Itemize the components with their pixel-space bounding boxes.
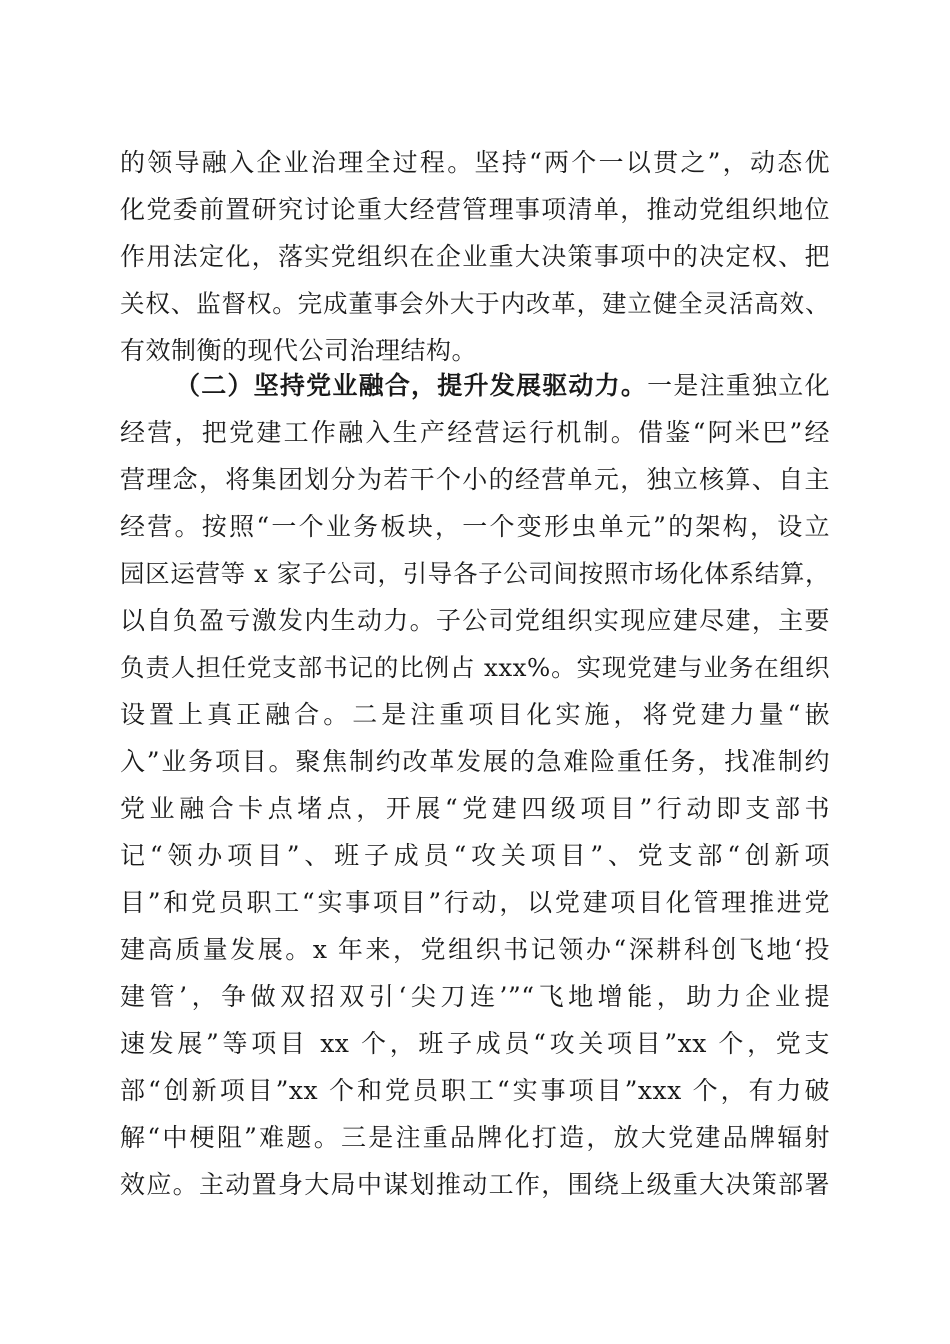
paragraph-1-line: 的领导融入企业治理全过程。坚持“两个一以贯之”，动态优	[120, 148, 830, 177]
paragraph-2-line: 部“创新项目”xx 个和党员职工“实事项目”xxx 个，有力破	[120, 1076, 830, 1105]
paragraph-2-line: 园区运营等 x 家子公司，引导各子公司间按照市场化体系结算，	[120, 559, 830, 588]
paragraph-2-line: 入”业务项目。聚焦制约改革发展的急难险重任务，找准制约	[120, 747, 830, 776]
paragraph-2-line: 目”和党员职工“实事项目”行动，以党建项目化管理推进党	[120, 888, 830, 917]
paragraph-2-line: 营理念，将集团划分为若干个小的经营单元，独立核算、自主	[120, 465, 830, 494]
paragraph-1-line: 有效制衡的现代公司治理结构。	[120, 336, 478, 365]
paragraph-2-line: 经营，把党建工作融入生产经营运行机制。借鉴“阿米巴”经	[120, 418, 830, 447]
paragraph-2-first-line-text: 一是注重独立化	[647, 371, 830, 400]
paragraph-1	[120, 139, 830, 374]
paragraph-2-line: 负责人担任党支部书记的比例占 xxx%。实现党建与业务在组织	[120, 653, 830, 682]
paragraph-2-line: 效应。主动置身大局中谋划推动工作，围绕上级重大决策部署	[120, 1170, 830, 1199]
section-heading: （二）坚持党业融合，提升发展驱动力。	[175, 371, 648, 400]
paragraph-2-line: 记“领办项目”、班子成员“攻关项目”、党支部“创新项	[120, 841, 830, 870]
paragraph-2-line: 建管’，争做双招双引‘尖刀连’”“飞地增能，助力企业提	[120, 982, 830, 1011]
paragraph-2-line: 设置上真正融合。二是注重项目化实施，将党建力量“嵌	[120, 700, 830, 729]
paragraph-1-line: 作用法定化，落实党组织在企业重大决策事项中的决定权、把	[120, 242, 830, 271]
paragraph-2	[120, 362, 830, 1208]
paragraph-2-line: 解“中梗阻”难题。三是注重品牌化打造，放大党建品牌辐射	[120, 1123, 830, 1152]
paragraph-2-line: 建高质量发展。x 年来，党组织书记领办“深耕科创飞地‘投	[120, 935, 830, 964]
paragraph-1-line: 化党委前置研究讨论重大经营管理事项清单，推动党组织地位	[120, 195, 830, 224]
paragraph-1-line: 关权、监督权。完成董事会外大于内改革，建立健全灵活高效、	[120, 289, 830, 318]
paragraph-2-line: 党业融合卡点堵点，开展“党建四级项目”行动即支部书	[120, 794, 830, 823]
paragraph-2-line: 经营。按照“一个业务板块，一个变形虫单元”的架构，设立	[120, 512, 830, 541]
paragraph-2-first-line	[120, 362, 830, 409]
paragraph-2-line: 速发展”等项目 xx 个，班子成员“攻关项目”xx 个，党支	[120, 1029, 830, 1058]
paragraph-2-line: 以自负盈亏激发内生动力。子公司党组织实现应建尽建，主要	[120, 606, 830, 635]
